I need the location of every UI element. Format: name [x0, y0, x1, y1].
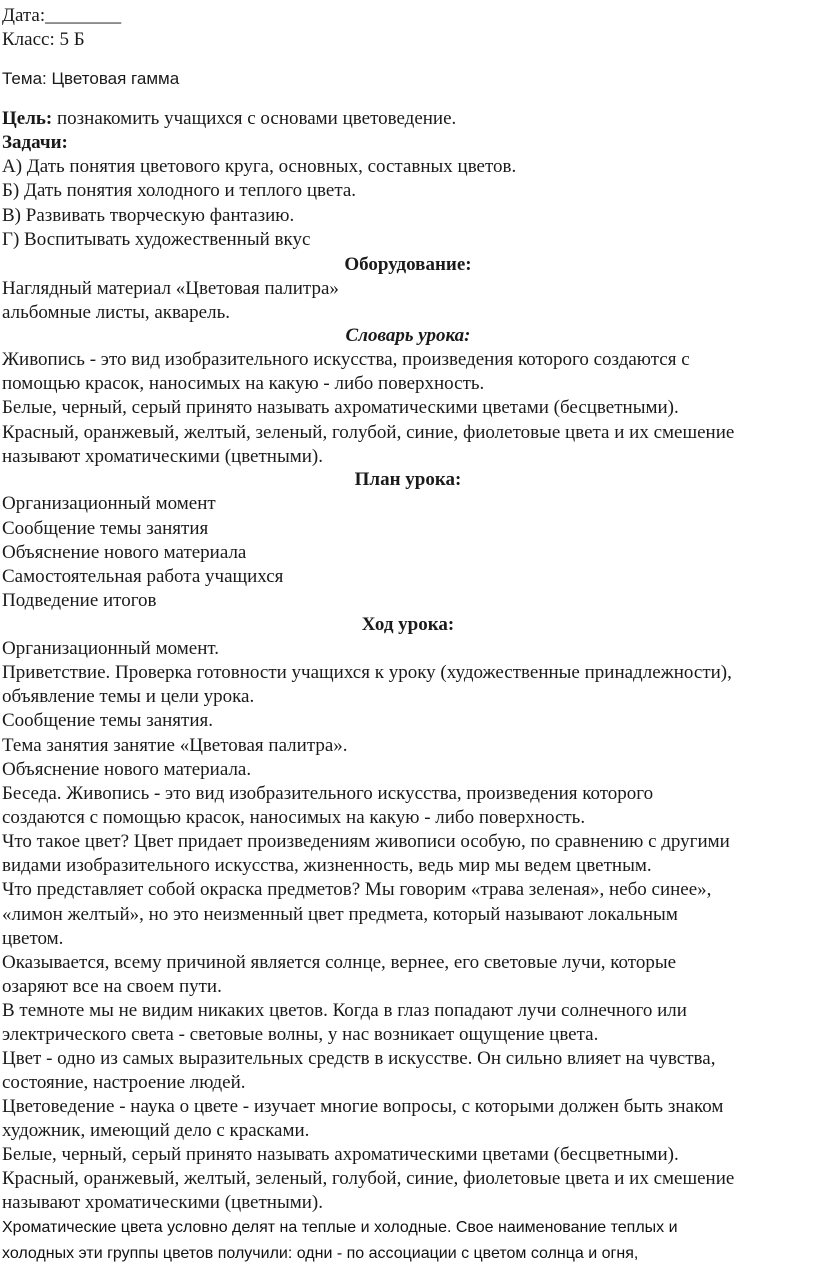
topic-line: Тема: Цветовая гамма — [2, 69, 180, 88]
vocabulary-line: Красный, оранжевый, желтый, зеленый, голубой, синие, фиолетовые цвета и их смешение — [2, 422, 735, 443]
date-field: Дата:________ — [2, 5, 122, 26]
equipment-line: альбомные листы, акварель. — [2, 302, 230, 323]
course-line: Тема занятия занятие «Цветовая палитра». — [2, 735, 348, 756]
course-line: видами изобразительного искусства, жизненность, ведь мир мы ведем цветным. — [2, 855, 652, 876]
course-line: называют хроматическими (цветными). — [2, 1192, 323, 1213]
task-item: А) Дать понятия цветового круга, основных, составных цветов. — [2, 156, 517, 177]
plan-item: Сообщение темы занятия — [2, 518, 209, 539]
vocabulary-heading: Словарь урока: — [345, 325, 471, 346]
goal-text: познакомить учащихся с основами цветоведение. — [52, 108, 457, 129]
task-item: В) Развивать творческую фантазию. — [2, 205, 295, 226]
course-line: Красный, оранжевый, желтый, зеленый, голубой, синие, фиолетовые цвета и их смешение — [2, 1168, 735, 1189]
plan-heading: План урока: — [354, 469, 462, 490]
vocabulary-line: Белые, черный, серый принято называть ахроматическими цветами (бесцветными). — [2, 397, 679, 418]
course-line: В темноте мы не видим никаких цветов. Когда в глаз попадают лучи солнечного или — [2, 1000, 687, 1021]
course-line: «лимон желтый», но это неизменный цвет предмета, который называют локальным — [2, 904, 678, 925]
vocabulary-line: помощью красок, наносимых на какую - либо поверхность. — [2, 373, 485, 394]
course-line: художник, имеющий дело с красками. — [2, 1120, 310, 1141]
course-line: озаряют все на своем пути. — [2, 976, 222, 997]
course-line: цветом. — [2, 928, 64, 949]
course-line: Оказывается, всему причиной является солнце, вернее, его световые лучи, которые — [2, 952, 677, 973]
task-item: Г) Воспитывать художественный вкус — [2, 229, 311, 250]
course-line: Белые, черный, серый принято называть ахроматическими цветами (бесцветными). — [2, 1144, 679, 1165]
course-line: Беседа. Живопись - это вид изобразительного искусства, произведения которого — [2, 783, 654, 804]
class-line: Класс: 5 Б — [2, 29, 85, 50]
plan-item: Самостоятельная работа учащихся — [2, 566, 284, 587]
plan-item: Организационный момент — [2, 493, 216, 514]
goal-line — [2, 107, 456, 131]
course-line: создаются с помощью красок, наносимых на какую - либо поверхность. — [2, 807, 586, 828]
course-line: Организационный момент. — [2, 638, 219, 659]
goal-label: Цель: — [2, 108, 53, 129]
course-heading: Ход урока: — [361, 614, 455, 635]
course-line: Цветоведение - наука о цвете - изучает многие вопросы, с которыми должен быть знаком — [2, 1096, 724, 1117]
course-tail-line: Хроматические цвета условно делят на теплые и холодные. Свое наименование теплых и — [2, 1219, 678, 1236]
course-line: Что такое цвет? Цвет придает произведениям живописи особую, по сравнению с другими — [2, 831, 730, 852]
course-line: Объяснение нового материала. — [2, 759, 252, 780]
task-item: Б) Дать понятия холодного и теплого цвета. — [2, 180, 357, 201]
vocabulary-line: Живопись - это вид изобразительного искусства, произведения которого создаются с — [2, 349, 690, 370]
plan-item: Объяснение нового материала — [2, 542, 247, 563]
course-line: Приветствие. Проверка готовности учащихся к уроку (художественные принадлежности), — [2, 662, 732, 683]
course-line: Цвет - одно из самых выразительных средств в искусстве. Он сильно влияет на чувства, — [2, 1048, 716, 1069]
course-line: состояние, настроение людей. — [2, 1072, 246, 1093]
equipment-heading: Оборудование: — [344, 254, 472, 275]
course-tail-line: холодных эти группы цветов получили: одни - по ассоциации с цветом солнца и огня, — [2, 1245, 639, 1262]
course-line: электрического света - световые волны, у нас возникает ощущение цвета. — [2, 1024, 599, 1045]
course-line: Сообщение темы занятия. — [2, 710, 214, 731]
plan-item: Подведение итогов — [2, 590, 157, 611]
course-line: объявление темы и цели урока. — [2, 686, 255, 707]
tasks-heading: Задачи: — [2, 132, 68, 153]
equipment-line: Наглядный материал «Цветовая палитра» — [2, 278, 339, 299]
course-line: Что представляет собой окраска предметов? Мы говорим «трава зеленая», небо синее», — [2, 879, 712, 900]
vocabulary-line: называют хроматическими (цветными). — [2, 446, 323, 467]
